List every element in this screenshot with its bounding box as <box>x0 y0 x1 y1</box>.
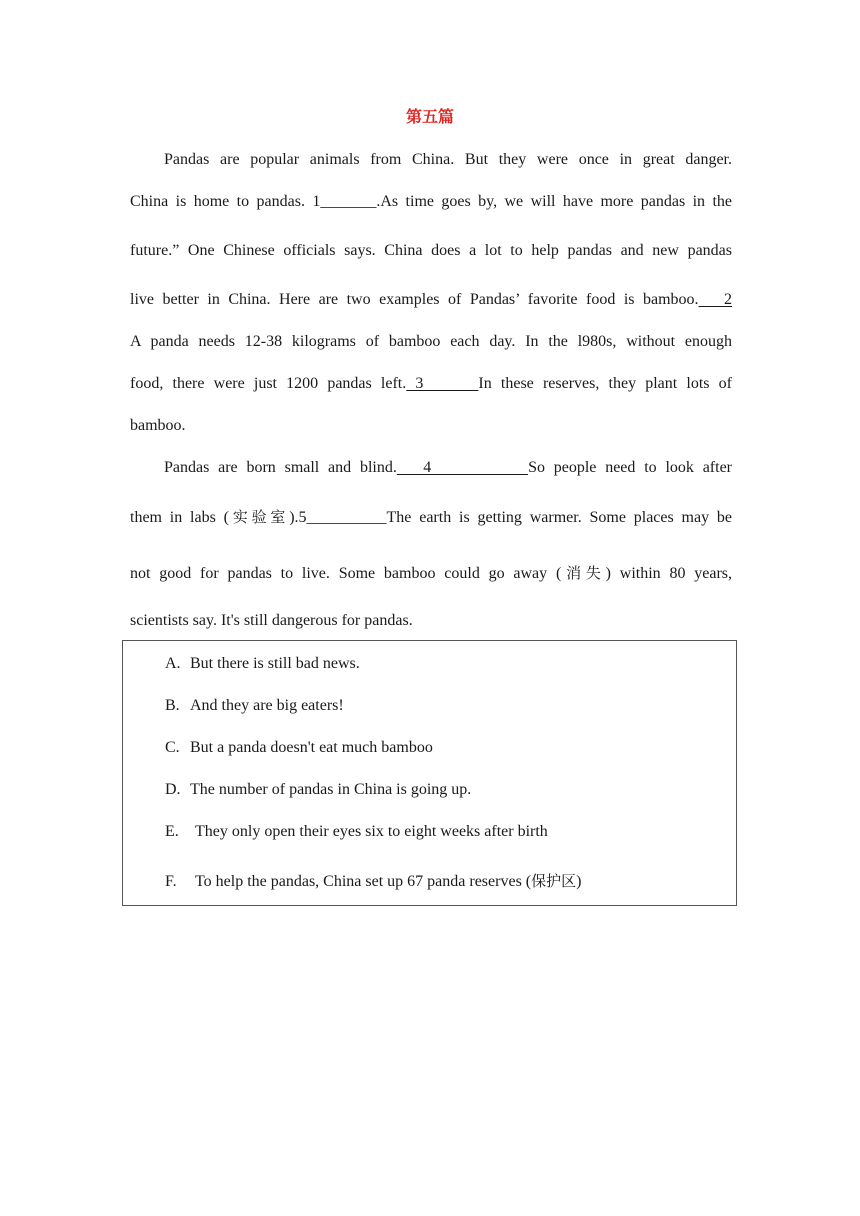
passage-text: Pandas are born small and blind. <box>164 459 397 476</box>
option-letter: C. <box>165 739 180 756</box>
option-letter: F. <box>165 873 177 890</box>
passage-text: food, there were just 1200 pandas left. <box>130 375 407 392</box>
chinese-gloss: 保护区 <box>531 872 577 890</box>
option-text: The number of pandas in China is going up. <box>190 781 472 798</box>
option-letter: E. <box>165 823 179 840</box>
passage-text: ) within 80 years, <box>605 565 732 582</box>
passage-line <box>164 458 732 478</box>
option-letter: A. <box>165 655 181 672</box>
option-text: And they are big eaters! <box>190 697 344 714</box>
passage-text: The earth is getting warmer. Some places may be <box>386 509 732 526</box>
passage-text: scientists say. It's still dangerous for pandas. <box>130 612 413 629</box>
blank-3: 3 <box>406 375 479 392</box>
page-title: 第五篇 <box>405 107 454 126</box>
option-text: They only open their eyes six to eight weeks after birth <box>195 823 548 840</box>
passage-text: bamboo. <box>130 417 186 434</box>
passage-line <box>130 611 732 631</box>
passage-line <box>130 332 732 352</box>
option-f <box>165 871 581 892</box>
blank-4: 4 <box>396 459 529 476</box>
passage-text: Pandas are popular animals from China. But they were once in great danger. <box>164 151 732 168</box>
option-d <box>165 780 471 800</box>
passage-line <box>130 241 732 261</box>
passage-text: So people need to look after <box>528 459 733 476</box>
passage-text: not good for pandas to live. Some bamboo could go away ( <box>130 565 562 582</box>
option-text: But a panda doesn't eat much bamboo <box>190 739 433 756</box>
option-b <box>165 696 344 716</box>
option-a <box>165 654 360 674</box>
passage-line <box>130 563 732 584</box>
passage-line <box>130 290 732 310</box>
passage-text: live better in China. Here are two examples of Pandas’ favorite food is bamboo. <box>130 291 699 308</box>
option-text: To help the pandas, China set up 67 panda reserves ( <box>195 873 532 890</box>
passage-text: A panda needs 12-38 kilograms of bamboo each day. In the l980s, without enough <box>130 333 732 350</box>
option-text: ) <box>576 873 582 890</box>
option-e <box>165 822 548 842</box>
passage-line <box>130 374 732 394</box>
passage-text: future.” One Chinese officials says. China does a lot to help pandas and new pandas <box>130 242 732 259</box>
passage-text: them in labs ( <box>130 509 229 526</box>
passage-text: .As time goes by, we will have more pandas in the <box>376 193 732 210</box>
passage-line <box>164 150 732 170</box>
passage-line <box>130 192 732 212</box>
passage-line <box>130 416 732 436</box>
blank-1: _______ <box>320 193 377 210</box>
passage-text: China is home to pandas. 1 <box>130 193 321 210</box>
options-box <box>122 640 737 906</box>
passage-text: In these reserves, they plant lots of <box>478 375 732 392</box>
chinese-gloss: 消失 <box>561 564 606 582</box>
blank-5: __________ <box>306 509 387 526</box>
blank-2: 2 <box>698 291 733 308</box>
passage-line <box>130 507 732 528</box>
option-letter: D. <box>165 781 181 798</box>
option-c <box>165 738 433 758</box>
option-text: But there is still bad news. <box>190 655 360 672</box>
chinese-gloss: 实验室 <box>228 508 290 526</box>
passage-text: ).5 <box>289 509 307 526</box>
option-letter: B. <box>165 697 180 714</box>
